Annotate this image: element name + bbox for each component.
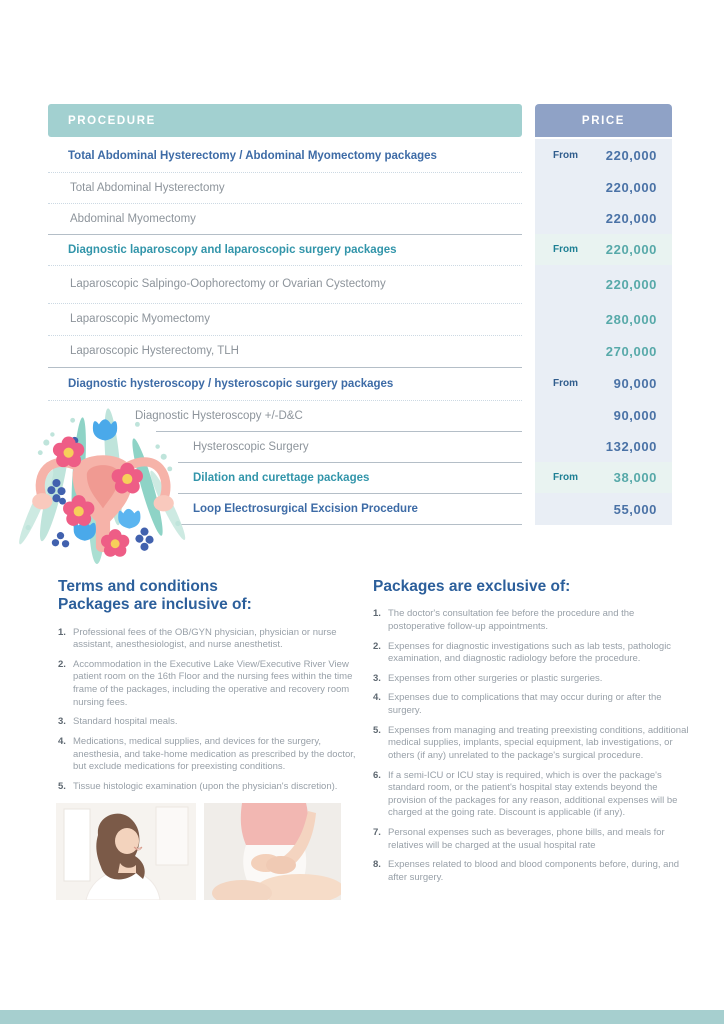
table-row <box>48 234 672 265</box>
procedure-label: Loop Electrosurgical Excision Procedure <box>193 503 418 515</box>
term-number: 2. <box>373 640 381 652</box>
column-gap <box>522 104 535 137</box>
term-text: Professional fees of the OB/GYN physician, physician or nurse assistant, anesthesiologist, and nurse anesthetist. <box>73 626 337 651</box>
term-item <box>58 627 370 652</box>
term-item <box>373 725 693 763</box>
row-separator <box>48 265 522 266</box>
term-text: Tissue histologic examination (upon the physician's discretion). <box>73 780 338 792</box>
term-text: Standard hospital meals. <box>73 716 178 728</box>
inclusive-list <box>58 627 370 794</box>
price-from-label: From <box>553 378 578 389</box>
term-item <box>373 673 693 686</box>
term-item <box>373 827 693 852</box>
row-separator <box>48 335 522 336</box>
price-column-header: PRICE <box>535 104 672 137</box>
term-item <box>58 716 370 729</box>
term-item <box>58 659 370 710</box>
row-separator <box>48 172 522 173</box>
price-value: 220,000 <box>605 211 657 226</box>
photo-strip <box>56 803 341 900</box>
procedure-label: Diagnostic laparoscopy and laparoscopic surgery packages <box>68 243 397 256</box>
term-text: Medications, medical supplies, and devices for the surgery, anesthesia, and take-home medication as prescribed by the doctor, but exclude medications for preexisting conditions. <box>73 735 356 773</box>
table-row <box>48 265 672 303</box>
term-text: If a semi-ICU or ICU stay is required, which is over the package's standard room, or the patient's hospital stay extends beyond the provision of the packages for any reason, additional expenses will be charged at the going rate. Discount is applicable (if any). <box>388 769 678 819</box>
term-text: Expenses from other surgeries or plastic surgeries. <box>388 672 603 684</box>
term-item <box>373 770 693 821</box>
price-value: 55,000 <box>613 501 657 517</box>
price-value: 132,000 <box>605 439 657 454</box>
term-number: 1. <box>373 608 381 620</box>
price-value: 220,000 <box>605 242 657 257</box>
row-separator <box>48 203 522 204</box>
price-value: 38,000 <box>613 470 657 485</box>
table-row <box>48 335 672 367</box>
term-item <box>58 736 370 774</box>
procedure-label: Hysteroscopic Surgery <box>193 440 309 453</box>
price-value: 280,000 <box>605 311 657 327</box>
row-separator <box>48 303 522 304</box>
patient-hands-on-lap-photo <box>204 803 341 900</box>
footer-accent-bar <box>0 1010 724 1024</box>
term-number: 7. <box>373 827 381 839</box>
procedure-label: Diagnostic hysteroscopy / hysteroscopic surgery packages <box>68 377 394 390</box>
price-cell <box>535 303 672 335</box>
price-value: 270,000 <box>605 343 657 359</box>
price-cell <box>535 172 672 203</box>
term-number: 1. <box>58 626 66 638</box>
table-row <box>48 139 672 172</box>
exclusive-column <box>373 578 693 892</box>
row-separator <box>178 493 522 494</box>
term-number: 3. <box>373 672 381 684</box>
term-text: Personal expenses such as beverages, phone bills, and meals for relatives will be charged at the usual hospital rate <box>388 827 665 851</box>
price-cell <box>535 431 672 462</box>
term-number: 2. <box>58 658 66 670</box>
price-cell <box>535 462 672 493</box>
exclusive-title: Packages are exclusive of: <box>373 578 571 595</box>
row-separator <box>178 462 522 463</box>
term-number: 8. <box>373 859 381 871</box>
term-text: Expenses related to blood and blood components before, during, and after surgery. <box>388 859 680 883</box>
table-row <box>48 172 672 203</box>
exclusive-list <box>373 608 693 884</box>
price-cell <box>535 234 672 265</box>
term-number: 5. <box>373 724 381 736</box>
row-separator <box>48 367 522 368</box>
procedure-label: Total Abdominal Hysterectomy / Abdominal Myomectomy packages <box>68 149 437 162</box>
price-cell <box>535 400 672 431</box>
price-cell <box>535 335 672 367</box>
price-cell <box>535 493 672 525</box>
procedure-label: Dilation and curettage packages <box>193 471 370 484</box>
price-from-label: From <box>553 150 578 161</box>
term-text: Expenses due to complications that may occur during or after the surgery. <box>388 692 662 717</box>
term-item <box>373 859 693 884</box>
price-cell <box>535 367 672 400</box>
uterus-floral-illustration <box>14 394 192 566</box>
price-value: 220,000 <box>605 148 657 163</box>
term-item <box>58 781 370 794</box>
inclusive-title: Terms and conditions Packages are inclusive of: <box>58 578 252 614</box>
term-text: Accommodation in the Executive Lake View/Executive River View patient room on the 16th Floor and the nursing fees within the time frame of the packages, including the operative and recovery room nursing fees. <box>73 658 353 708</box>
procedure-label: Total Abdominal Hysterectomy <box>70 181 225 194</box>
procedure-column-header: PROCEDURE <box>48 104 522 137</box>
price-from-label: From <box>553 244 578 255</box>
row-separator <box>48 234 522 235</box>
price-value: 90,000 <box>613 408 657 423</box>
price-cell <box>535 139 672 172</box>
smiling-patient-photo <box>56 803 196 900</box>
term-number: 4. <box>58 735 66 747</box>
price-from-label: From <box>553 472 578 483</box>
table-row <box>48 303 672 335</box>
price-value: 220,000 <box>605 276 657 292</box>
term-item <box>373 692 693 717</box>
procedure-label: Laparoscopic Salpingo-Oophorectomy or Ovarian Cystectomy <box>70 278 386 290</box>
procedure-label: Abdominal Myomectomy <box>70 212 196 225</box>
table-header-row <box>48 104 672 137</box>
table-row <box>48 203 672 234</box>
term-number: 3. <box>58 716 66 728</box>
term-text: The doctor's consultation fee before the procedure and the postoperative follow-up appointments. <box>388 608 635 632</box>
term-number: 6. <box>373 769 381 781</box>
procedure-label: Laparoscopic Myomectomy <box>70 313 210 325</box>
table-bottom-border <box>178 524 522 525</box>
price-value: 90,000 <box>613 376 657 391</box>
term-number: 5. <box>58 780 66 792</box>
term-item <box>373 641 693 666</box>
row-separator <box>156 431 522 432</box>
price-cell <box>535 265 672 303</box>
price-cell <box>535 203 672 234</box>
term-text: Expenses for diagnostic investigations such as lab tests, pathologic examination, and diagnostic radiology before the procedure. <box>388 640 672 665</box>
procedure-label: Diagnostic Hysteroscopy +/-D&C <box>135 409 303 422</box>
term-number: 4. <box>373 692 381 704</box>
term-item <box>373 608 693 633</box>
term-text: Expenses from managing and treating preexisting conditions, additional medical supplies, implants, special equipment, lab investigations, or others (if any) unrelated to the package's surgical procedure. <box>388 724 689 761</box>
procedure-label: Laparoscopic Hysterectomy, TLH <box>70 345 239 357</box>
price-value: 220,000 <box>605 180 657 195</box>
